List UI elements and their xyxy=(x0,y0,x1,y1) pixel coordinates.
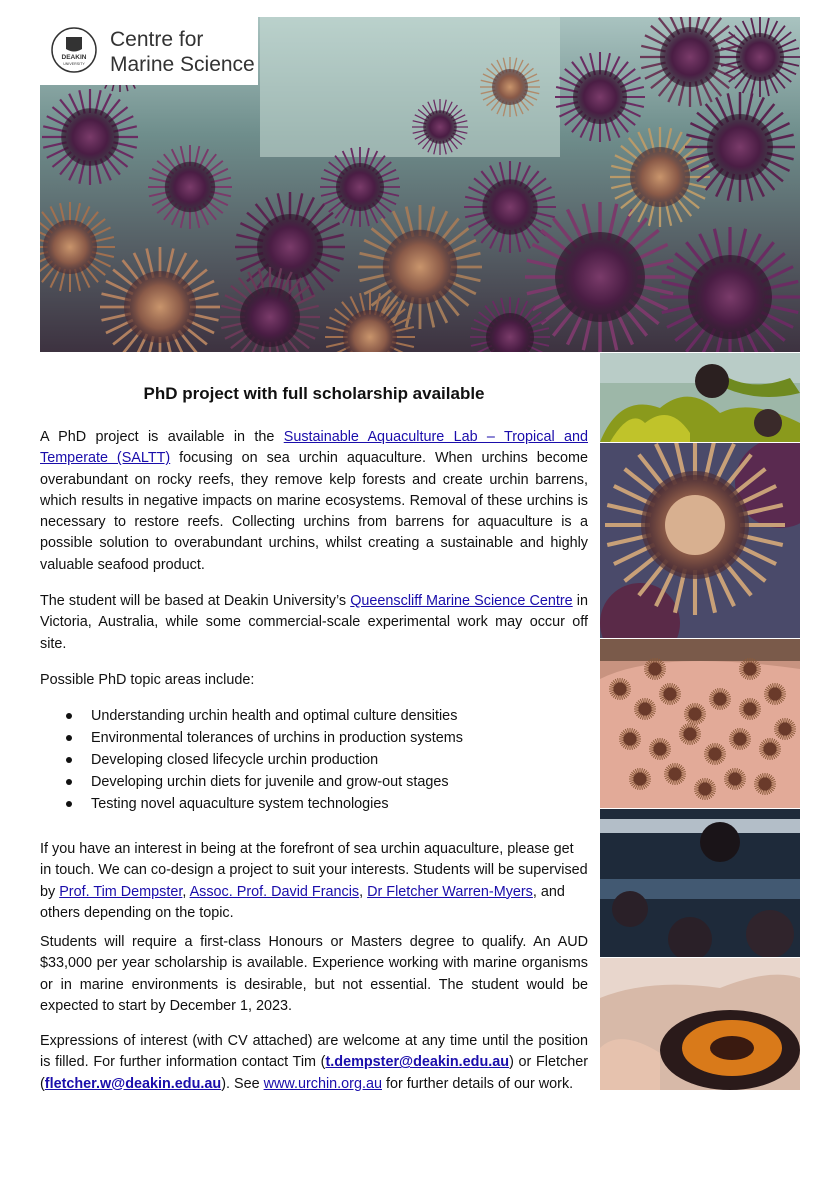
contact-text-3: ). See xyxy=(221,1075,264,1092)
page-title: PhD project with full scholarship available xyxy=(143,384,485,403)
topics-list xyxy=(40,705,588,815)
saltt-lab-link[interactable]: Sustainable Aquaculture Lab – Tropical and Temperate (SALTT) xyxy=(40,429,588,467)
separator-2: , xyxy=(359,883,368,900)
crest-subname: UNIVERSITY xyxy=(63,62,85,66)
contact-text-1: Expressions of interest (with CV attached) are welcome at any time until the position is filled. For further information contact Tim ( xyxy=(40,1033,588,1071)
urchin-closeup-photo xyxy=(600,443,800,638)
fletcher-warren-myers-link[interactable]: Dr Fletcher Warren-Myers xyxy=(367,883,533,900)
intro-paragraph xyxy=(40,427,588,576)
location-text-1: The student will be based at Deakin University’s xyxy=(40,593,351,609)
contact-text-4: for further details of our work. xyxy=(381,1075,574,1092)
bullet-icon xyxy=(66,735,72,741)
tim-email-link[interactable]: t.dempster@deakin.edu.au xyxy=(325,1054,510,1071)
centre-name-line2: Marine Science xyxy=(110,53,255,76)
bullet-icon xyxy=(66,757,72,763)
topic-text: Testing novel aquaculture system technologies xyxy=(91,796,389,812)
contact-paragraph xyxy=(40,1031,588,1095)
location-text-2: in Victoria, Australia, while some commercial-scale experimental work may occur off site. xyxy=(40,593,588,652)
supervisors-paragraph xyxy=(40,839,588,924)
topic-text: Understanding urchin health and optimal culture densities xyxy=(91,708,458,724)
tank-urchins-photo xyxy=(600,809,800,957)
list-item xyxy=(40,727,588,749)
topics-heading: Possible PhD topic areas include: xyxy=(40,672,255,688)
tim-dempster-link[interactable]: Prof. Tim Dempster xyxy=(59,883,183,900)
topic-text: Developing closed lifecycle urchin production xyxy=(91,752,379,768)
queenscliff-centre-link[interactable]: Queenscliff Marine Science Centre xyxy=(350,593,573,609)
kelp-photo xyxy=(600,353,800,442)
location-paragraph xyxy=(40,591,588,655)
list-item xyxy=(40,771,588,793)
supervisors-text-2: , and others depending on the topic. xyxy=(40,883,565,921)
intro-text-1: A PhD project is available in the xyxy=(40,429,284,445)
urchin-roe-photo xyxy=(600,958,800,1090)
centre-name-line1: Centre for xyxy=(110,28,204,51)
centre-name xyxy=(110,27,255,77)
topic-text: Environmental tolerances of urchins in production systems xyxy=(91,730,463,746)
list-item xyxy=(40,705,588,727)
list-item xyxy=(40,749,588,771)
urchin-website-link[interactable]: www.urchin.org.au xyxy=(263,1075,382,1092)
separator-1: , xyxy=(182,883,190,900)
centre-logo xyxy=(40,17,258,85)
urchins-in-hand-photo xyxy=(600,639,800,808)
david-francis-link[interactable]: Assoc. Prof. David Francis xyxy=(189,883,360,900)
bullet-icon xyxy=(66,779,72,785)
contact-text-2: ) or Fletcher ( xyxy=(40,1054,588,1092)
requirements-paragraph: Students will require a first-class Honours or Masters degree to qualify. An AUD $33,000 per year scholarship is available. Experience working with marine organisms or in marine environments is desirable, but not essential. The student would be expected to start by December 1, 2023. xyxy=(40,934,588,1014)
deakin-crest-icon xyxy=(51,27,97,73)
fletcher-email-link[interactable]: fletcher.w@deakin.edu.au xyxy=(44,1075,222,1092)
topic-text: Developing urchin diets for juvenile and grow-out stages xyxy=(91,774,449,790)
crest-name: DEAKIN xyxy=(61,54,87,61)
intro-text-2: focusing on sea urchin aquaculture. When urchins become overabundant on rocky reefs, they remove kelp forests and create urchin barrens, which results in negative impacts on marine ecosystems. Removal of these urchins is necessary to restore reefs. Collecting urchins from barrens for aquaculture is a possible solution to overabundant urchins, whilst creating a sustainable and highly valuable seafood product. xyxy=(40,450,588,573)
supervisors-text-1: If you have an interest in being at the forefront of sea urchin aquaculture, please get in touch. We can co-design a project to suit your interests. Students will be supervised by xyxy=(40,841,588,900)
bullet-icon xyxy=(66,713,72,719)
bullet-icon xyxy=(66,801,72,807)
list-item xyxy=(40,793,588,815)
